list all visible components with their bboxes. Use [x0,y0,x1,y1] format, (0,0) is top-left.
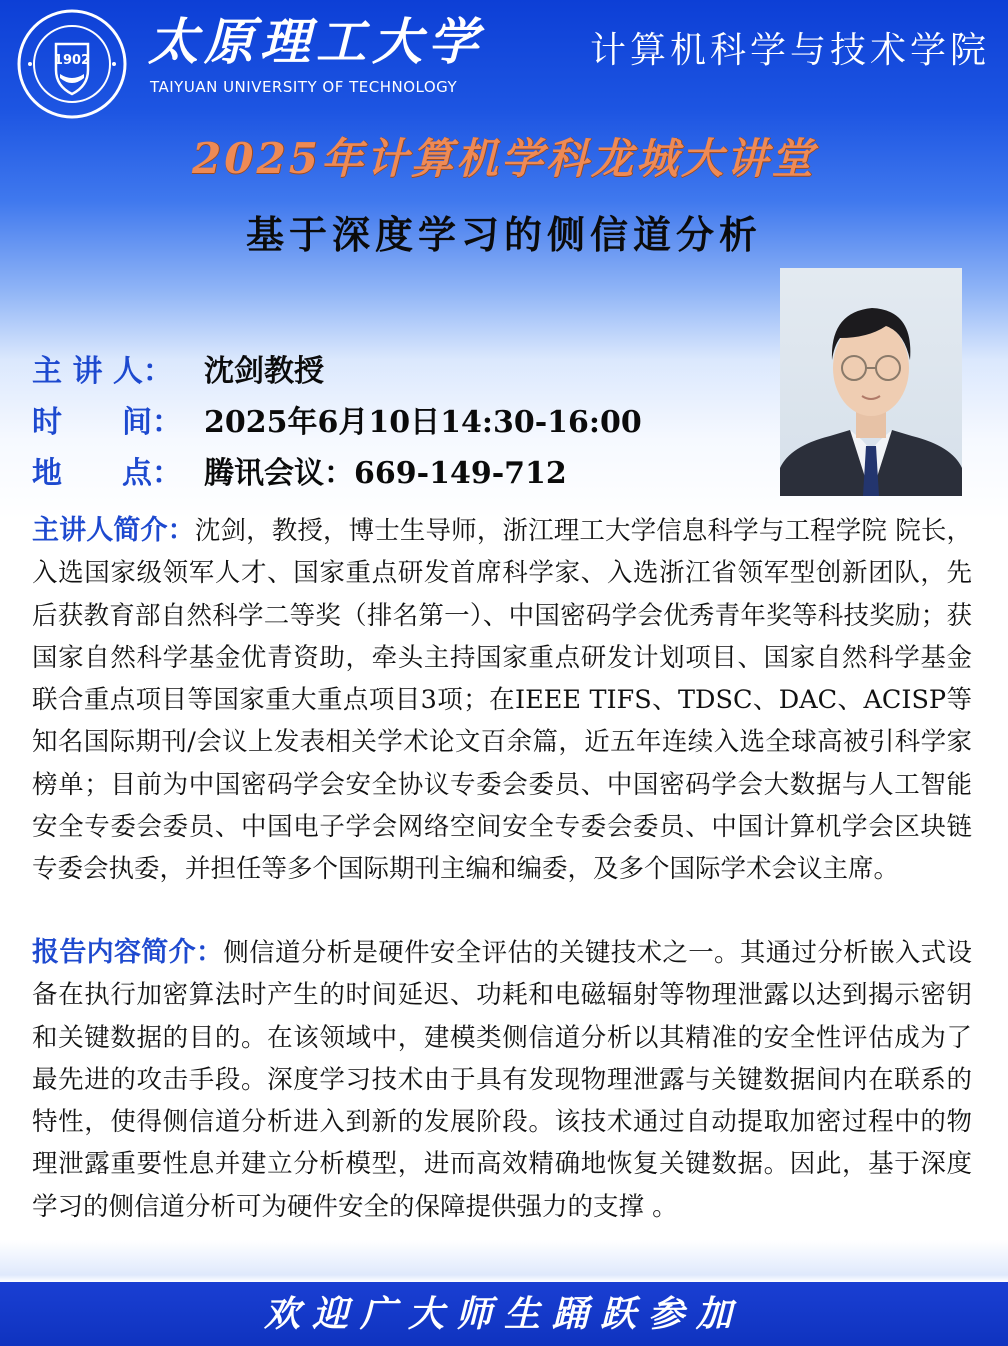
seal-year: 1902 [53,53,91,68]
bio-label: 主讲人简介： [32,515,195,546]
time-row [32,397,642,448]
place-label: 地 点： [32,456,182,491]
lecture-title: 基于深度学习的侧信道分析 [245,212,762,257]
university-name-en: TAIYUAN UNIVERSITY OF TECHNOLOGY [150,78,458,96]
speaker-bio [32,510,972,891]
lecture-series-title: 2025年计算机学科龙城大讲堂 [192,134,816,183]
speaker-row [32,346,642,397]
time-label: 时 间： [32,405,182,440]
abstract-label: 报告内容简介： [32,937,224,968]
time-value: 2025年6月10日14:30-16:00 [204,405,642,440]
lecture-info [32,346,642,499]
welcome-banner: 欢迎广大师生踊跃参加 [0,1282,1008,1346]
speaker-label: 主 讲 人： [32,354,173,389]
talk-abstract [32,932,972,1228]
speaker-photo [780,268,962,496]
bio-text: 沈剑，教授，博士生导师，浙江理工大学信息科学与工程学院 院长，入选国家级领军人才、国家重点研发首席科学家、入选浙江省领军型创新团队，先后获教育部自然科学二等奖（排名第一）、中国密码学会优秀青年奖等科技奖励；获国家自然科学基金优青资助，牵头主持国家重点研发计划项目、国家自然科学基金联合重点项目等国家重大重点项目3项；在IEEE TIFS、TDSC、DAC、ACISP等知名国际期刊/会议上发表相关学术论文百余篇，近五年连续入选全球高被引科学家榜单；目前为中国密码学会安全协议专委会委员、中国密码学会大数据与人工智能安全专委会委员、中国电子学会网络空间安全专委会委员、中国计算机学会区块链专委会执委，并担任等多个国际期刊主编和编委，及多个国际学术会议主席。 [32,516,973,885]
place-value: 腾讯会议：669-149-712 [204,456,567,491]
abstract-text: 侧信道分析是硬件安全评估的关键技术之一。其通过分析嵌入式设备在执行加密算法时产生的时间延迟、功耗和电磁辐射等物理泄露以达到揭示密钥和关键数据的目的。在该领域中，建模类侧信道分析以其精准的安全性评估成为了最先进的攻击手段。深度学习技术由于具有发现物理泄露与关键数据间内在联系的特性，使得侧信道分析进入到新的发展阶段。该技术通过自动提取加密过程中的物理泄露重要性息并建立分析模型，进而高效精确地恢复关键数据。因此，基于深度学习的侧信道分析可为硬件安全的保障提供强力的支撑 。 [32,938,972,1222]
university-name-cn: 太原理工大学 [148,12,484,71]
speaker-value: 沈剑教授 [204,354,324,389]
header-banner [0,0,1008,120]
college-name: 计算机科学与技术学院 [589,30,990,71]
university-seal-icon [16,8,128,120]
speaker-portrait-icon [780,268,962,496]
place-row [32,448,642,499]
